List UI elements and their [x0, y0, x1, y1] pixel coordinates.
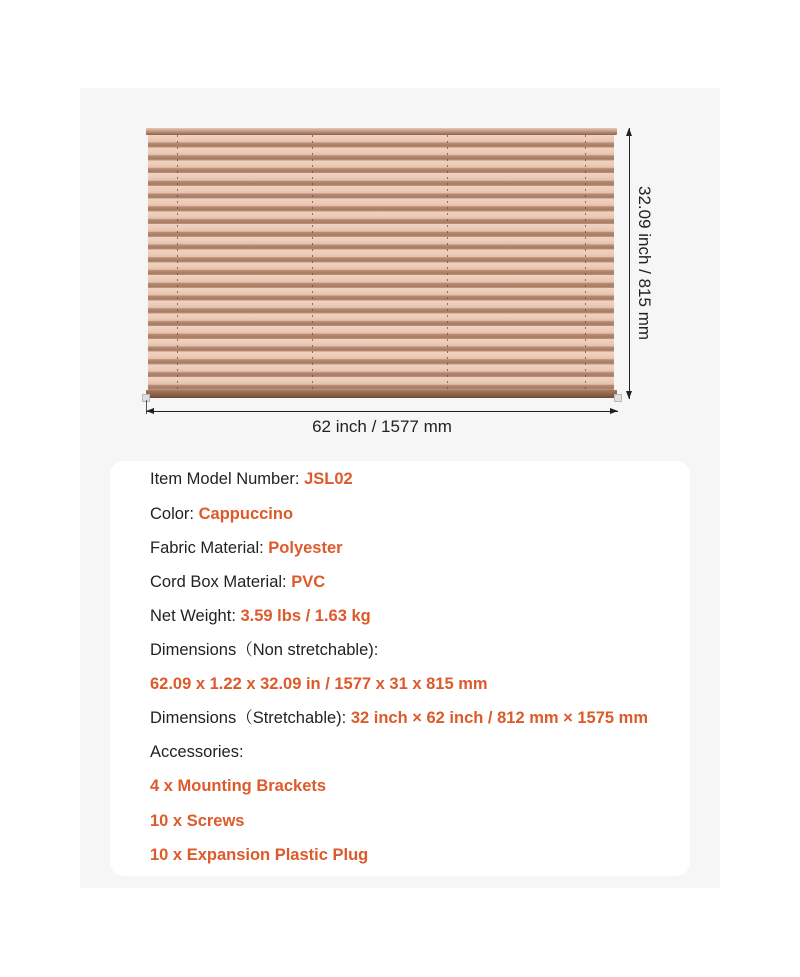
spec-model [150, 469, 353, 489]
pleated-blind-image [146, 128, 617, 398]
spec-cord-box [150, 572, 325, 592]
width-label: 62 inch / 1577 mm [312, 417, 452, 436]
spec-accessories-label [150, 742, 244, 762]
spec-label: Dimensions（Non stretchable): [150, 641, 379, 659]
accessory-item [150, 845, 368, 865]
spec-label: Color: [150, 505, 199, 523]
spec-label: Item Model Number: [150, 470, 305, 488]
spec-value: PVC [291, 573, 326, 591]
spec-dims-stretch [150, 708, 648, 728]
lift-cord [177, 135, 178, 390]
spec-value: 32 inch × 62 inch / 812 mm × 1575 mm [350, 709, 648, 727]
spec-value: 10 x Screws [150, 812, 245, 830]
height-label: 32.09 inch / 815 mm [635, 185, 654, 341]
lift-cord [312, 135, 313, 390]
accessory-item [150, 811, 245, 831]
spec-net-weight [150, 606, 371, 626]
spec-color [150, 504, 293, 524]
spec-value: 4 x Mounting Brackets [150, 777, 327, 795]
lift-cord [447, 135, 448, 390]
spec-value: Cappuccino [198, 505, 294, 523]
pleated-fabric [148, 135, 614, 390]
spec-dims-non-stretch-label [150, 640, 378, 660]
spec-label: Dimensions（Stretchable): [150, 709, 351, 727]
headrail [146, 128, 617, 135]
spec-value: 62.09 x 1.22 x 32.09 in / 1577 x 31 x 815 mm [150, 675, 488, 693]
spec-value: JSL02 [304, 470, 353, 488]
spec-label: Net Weight: [150, 607, 241, 625]
spec-value: 3.59 lbs / 1.63 kg [240, 607, 371, 625]
bottom-rail [146, 390, 617, 398]
spec-label: Cord Box Material: [150, 573, 292, 591]
spec-label: Fabric Material: [150, 539, 269, 557]
spec-dims-non-stretch-value [150, 674, 488, 694]
bracket-icon [614, 394, 622, 402]
height-arrow-icon [629, 128, 630, 399]
spec-value: 10 x Expansion Plastic Plug [150, 846, 369, 864]
lift-cord [585, 135, 586, 390]
width-arrow-icon [146, 411, 618, 412]
spec-value: Polyester [268, 539, 343, 557]
spec-fabric [150, 538, 343, 558]
accessory-item [150, 776, 326, 796]
spec-label: Accessories: [150, 743, 244, 761]
